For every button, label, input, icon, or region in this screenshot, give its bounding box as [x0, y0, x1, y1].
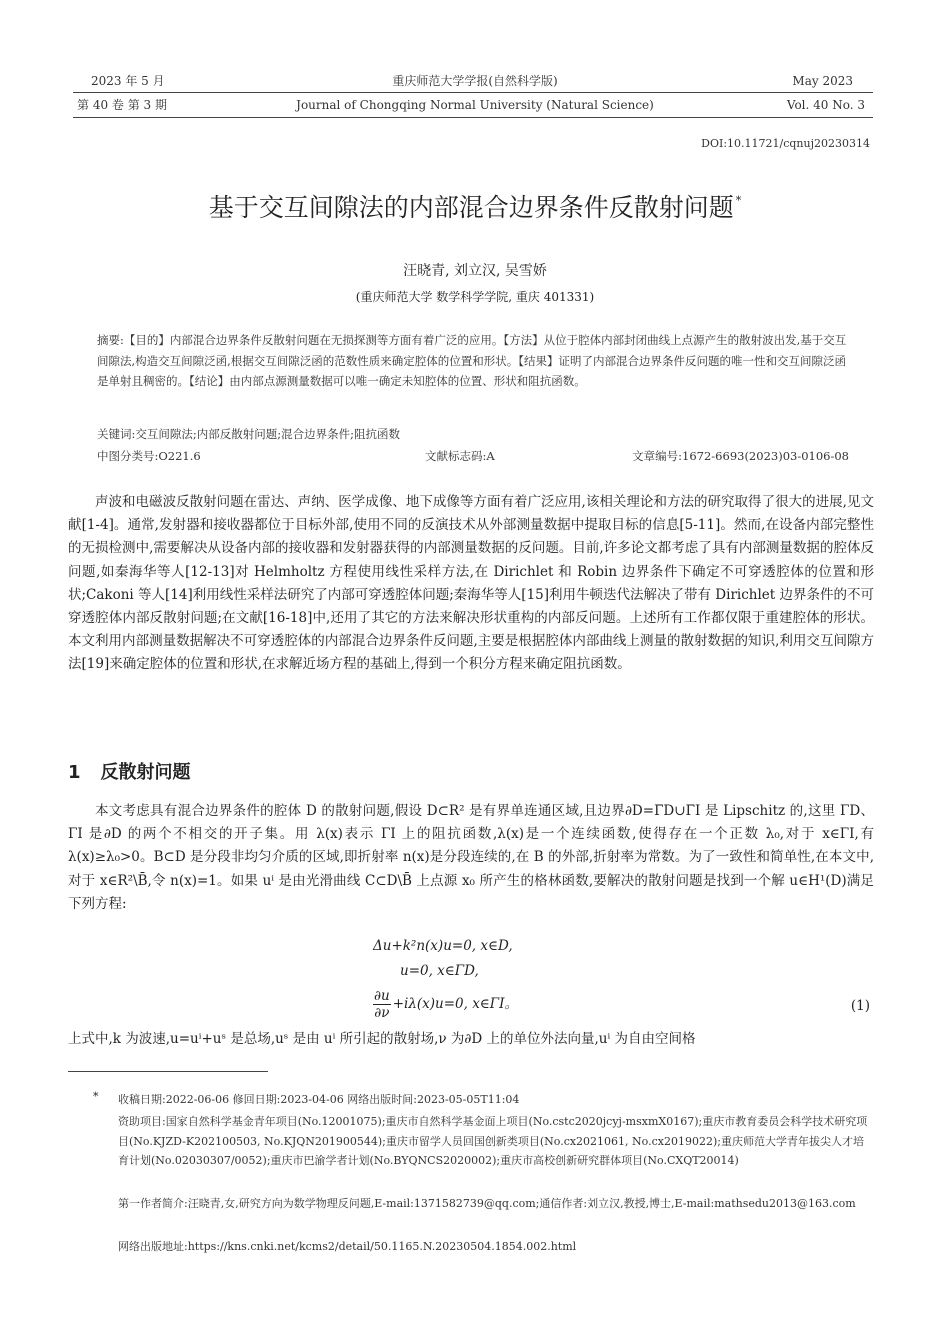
footnote-funding: 资助项目:国家自然科学基金青年项目(No.12001075);重庆市自然科学基金面上项目(No.cstc2020jcyj-msxmX0167);重庆市教育委员会科学技术研究项目(No.KJZD-K202100503, No.KJQN201900544);重庆市留学人员回国创新类项目(No.cx2021061, No.cx2019022);重庆师范大学青年拔尖人才培育计划(No.02030307/0052);重庆市巴渝学者计划(No.BYQNCS2020002);重庆市高校创新研究群体项目(No.CXQT20014)	[118, 1115, 868, 1167]
footnote-rule	[68, 1071, 268, 1072]
affiliation: (重庆师范大学 数学科学学院, 重庆 401331)	[355, 290, 595, 304]
paper-title-text: 基于交互间隙法的内部混合边界条件反散射问题	[208, 193, 734, 222]
header-rule-top	[73, 92, 873, 93]
section-number: 1	[68, 762, 81, 783]
header-date-en: May 2023	[792, 74, 853, 88]
title-footnote-mark: *	[735, 194, 742, 207]
section-paragraph: 本文考虑具有混合边界条件的腔体 D 的散射问题,假设 D⊂R² 是有界单连通区域,且边界∂D=Γ̄D∪Γ̄I 是 Lipschitz 的,这里 ΓD、ΓI 是∂D 的两个不相交的开子集。用 λ(x)表示 ΓI 上的阻抗函数,λ(x)是一个连续函数,使得存在一个正数 λ₀,对于 x∈ΓI,有 λ(x)≥λ₀>0。B⊂D 是分段非均匀介质的区域,即折射率 n(x)是分段连续的,在 B 的外部,折射率为常数。为了一致性和简单性,在本文中,对于 x∈R²\B̄,令 n(x)=1。如果 uⁱ 是由光滑曲线 C⊂D\B̄ 上点源 x₀ 所产生的格林函数,要解决的散射问题是找到一个解 u∈H¹(D)满足下列方程:	[68, 803, 874, 912]
equation-number: (1)	[850, 998, 870, 1014]
fraction-denominator: ∂ν	[374, 1005, 390, 1021]
abstract: 摘要:【目的】内部混合边界条件反散射问题在无损探测等方面有着广泛的应用。【方法】从位于腔体内部封闭曲线上点源产生的散射波出发,基于交互间隙法,构造交互间隙泛函,根据交互间隙泛函的范数性质来确定腔体的位置和形状。【结果】证明了内部混合边界条件反问题的唯一性和交互间隙泛函是单射且稠密的。【结论】由内部点源测量数据可以唯一确定未知腔体的位置、形状和阻抗函数。	[97, 333, 847, 388]
clc-number: 中图分类号:O221.6	[97, 449, 201, 463]
header-date-cn: 2023 年 5 月	[91, 74, 165, 88]
normal-derivative-fraction	[373, 988, 391, 1021]
keywords: 关键词:交互间隙法;内部反散射问题;混合边界条件;阻抗函数	[97, 427, 400, 441]
authors: 汪晓青, 刘立汉, 吴雪娇	[403, 263, 547, 279]
header-rule-bottom	[73, 117, 873, 118]
header-volume-en: Vol. 40 No. 3	[786, 98, 865, 112]
article-number: 文章编号:1672-6693(2023)03-0106-08	[632, 449, 849, 463]
footnote-url: 网络出版地址:https://kns.cnki.net/kcms2/detail/50.1165.N.20230504.1854.002.html	[118, 1240, 577, 1253]
section-title: 反散射问题	[100, 762, 191, 783]
header-journal-cn: 重庆师范大学学报(自然科学版)	[392, 74, 558, 88]
header-volume-cn: 第 40 卷 第 3 期	[77, 98, 167, 112]
footnote-star: *	[93, 1090, 99, 1103]
equation-line-3	[373, 988, 518, 1021]
footnote-dates: 收稿日期:2022-06-06 修回日期:2023-04-06 网络出版时间:2023-05-05T11:04	[118, 1093, 520, 1106]
section-heading	[68, 758, 191, 784]
after-equation-text: 上式中,k 为波速,u=uⁱ+uˢ 是总场,uˢ 是由 uⁱ 所引起的散射场,ν 为∂D 上的单位外法向量,uⁱ 为自由空间格	[68, 1031, 696, 1047]
fraction-numerator: ∂u	[374, 988, 390, 1004]
document-code: 文献标志码:A	[425, 449, 495, 463]
equation-line-1: Δu+k²n(x)u=0, x∈D,	[373, 938, 513, 954]
footnote-author-intro: 第一作者简介:汪晓青,女,研究方向为数学物理反问题,E-mail:1371582739@qq.com;通信作者:刘立汉,教授,博士,E-mail:mathsedu2013@163.com	[118, 1197, 856, 1210]
equation-line-2: u=0, x∈ΓD,	[400, 963, 479, 979]
intro-paragraph: 声波和电磁波反散射问题在雷达、声纳、医学成像、地下成像等方面有着广泛应用,该相关理论和方法的研究取得了很大的进展,见文献[1-4]。通常,发射器和接收器都位于目标外部,使用不同的反演技术从外部测量数据中提取目标的信息[5-11]。然而,在设备内部完整性的无损检测中,需要解决从设备内部的接收器和发射器获得的内部测量数据的反问题。目前,许多论文都考虑了具有内部测量数据的腔体反问题,如秦海华等人[12-13]对 Helmholtz 方程使用线性采样方法,在 Dirichlet 和 Robin 边界条件下确定不可穿透腔体的位置和形状;Cakoni 等人[14]利用线性采样法研究了内部可穿透腔体问题;秦海华等人[15]利用牛顿迭代法解决了带有 Dirichlet 边界条件的不可穿透腔体内部反散射问题;在文献[16-18]中,还用了其它的方法来解决形状重构的内部反问题。上述所有工作都仅限于重建腔体的形状。本文利用内部测量数据解决不可穿透腔体的内部混合边界条件反问题,主要是根据腔体内部曲线上测量的散射数据的知识,利用交互间隙方法[19]来确定腔体的位置和形状,在求解近场方程的基础上,得到一个积分方程来确定阻抗函数。	[68, 494, 874, 673]
header-journal-en: Journal of Chongqing Normal University (Natural Science)	[296, 98, 654, 112]
doi: DOI:10.11721/cqnuj20230314	[701, 137, 870, 150]
paper-title	[0, 188, 950, 224]
equation-line-3-rest: +iλ(x)u=0, x∈ΓI。	[392, 996, 519, 1012]
